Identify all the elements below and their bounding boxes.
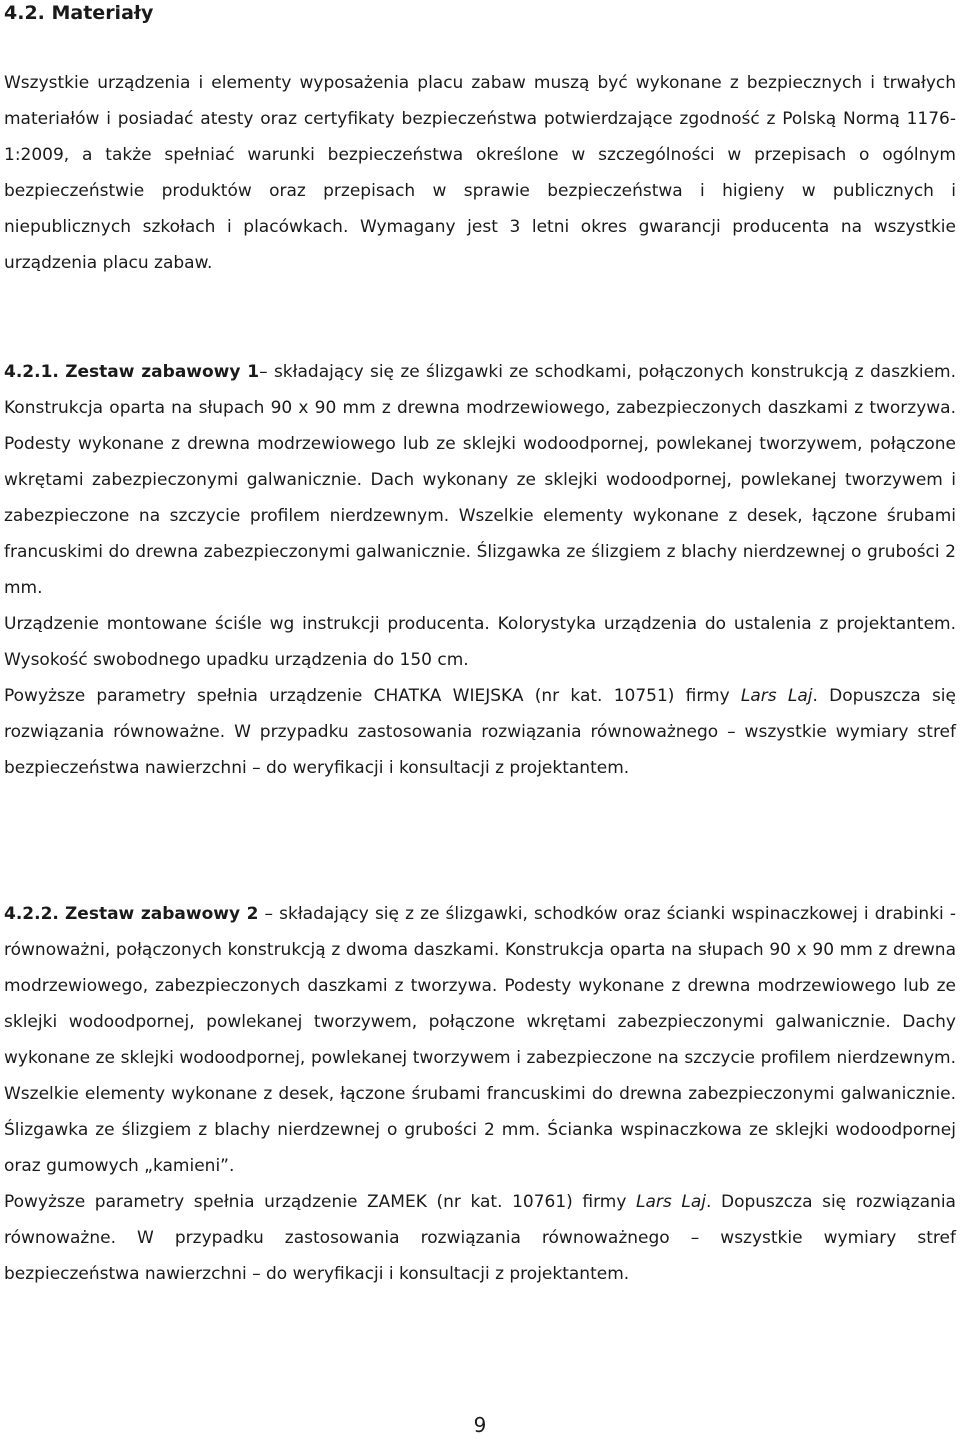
set-2-params-pre: Powyższe parametry spełnia urządzenie ZAMEK (nr kat. 10761) firmy: [4, 1192, 637, 1212]
intro-paragraph: Wszystkie urządzenia i elementy wyposażenia placu zabaw muszą być wykonane z bezpiecznych i trwałych materiałów i posiadać atesty oraz certyfikaty bezpieczeństwa potwierdzające zgodność z Polską Normą 1176-1:2009, a także spełniać warunki bezpieczeństwa określone w szczególności w przepisach o ogólnym bezpieczeństwie produktów oraz przepisach w sprawie bezpieczeństwa i higieny w publicznych i niepublicznych szkołach i placówkach. Wymagany jest 3 letni okres gwarancji producenta na wszystkie urządzenia placu zabaw.: [4, 73, 956, 273]
set-2-params-post: . Dopuszcza się rozwiązania równoważne. W przypadku zastosowania rozwiązania równoważnego – wszystkie wymiary stref bezpieczeństwa nawierzchni – do weryfikacji i konsultacji z projektantem.: [4, 1192, 956, 1284]
set-1-body-2: Urządzenie montowane ściśle wg instrukcji producenta. Kolorystyka urządzenia do ustalenia z projektantem. Wysokość swobodnego upadku urządzenia do 150 cm.: [4, 614, 956, 670]
set-1-params-pre: Powyższe parametry spełnia urządzenie CHATKA WIEJSKA (nr kat. 10751) firmy: [4, 686, 741, 706]
set-1-params-post: . Dopuszcza się rozwiązania równoważne. W przypadku zastosowania rozwiązania równoważnego – wszystkie wymiary stref bezpieczeństwa nawierzchni – do weryfikacji i konsultacji z projektantem.: [4, 686, 956, 778]
set-1-heading: [4, 362, 259, 382]
set-2-lead: – składający się z ze ślizgawki, schodków oraz ścianki wspinaczkowej i drabinki - równoważni, połączonych konstrukcją z dwoma daszkami. Konstrukcja oparta na słupach 90 x 90 mm z drewna modrzewiowego, zabezpieczonych daszkami z tworzywa. Podesty wykonane z drewna modrzewiowego lub ze sklejki wodoodpornej, powlekanej tworzywem, połączone wkrętami zabezpieczonymi galwanicznie. Dachy wykonane ze sklejki wodoodpornej, powlekanej tworzywem i zabezpieczone na szczycie profilem nierdzewnym. Wszelkie elementy wykonane z desek, łączone śrubami francuskimi do drewna zabezpieczonymi galwanicznie. Ślizgawka ze ślizgiem z blachy nierdzewnej o grubości 2 mm. Ścianka wspinaczkowa ze sklejki wodoodpornej oraz gumowych „kamieni”.: [4, 904, 956, 1176]
set-1-section: [4, 354, 956, 786]
set-2-params: [4, 1192, 956, 1284]
set-2-number: 4.2.2.: [4, 904, 59, 924]
set-2-brand: Lars Laj: [636, 1192, 706, 1212]
set-2-section: [4, 896, 956, 1292]
set-1-lead: – składający się ze ślizgawki ze schodkami, połączonych konstrukcją z daszkiem.: [259, 362, 957, 382]
set-1-brand: Lars Laj: [740, 686, 813, 706]
set-1-number: 4.2.1.: [4, 362, 59, 382]
page-number: 9: [473, 1413, 487, 1437]
section-heading: 4.2. Materiały: [4, 2, 154, 24]
set-1-params: [4, 686, 956, 778]
set-1-body-1: Konstrukcja oparta na słupach 90 x 90 mm z drewna modrzewiowego, zabezpieczonych daszkami z tworzywa. Podesty wykonane z drewna modrzewiowego lub ze sklejki wodoodpornej, powlekanej tworzywem, połączone wkrętami zabezpieczonymi galwanicznie. Dach wykonany ze sklejki wodoodpornej, powlekanej tworzywem i zabezpieczone na szczycie profilem nierdzewnym. Wszelkie elementy wykonane z desek, łączone śrubami francuskimi do drewna zabezpieczonymi galwanicznie. Ślizgawka ze ślizgiem z blachy nierdzewnej o grubości 2 mm.: [4, 398, 956, 598]
set-2-title: Zestaw zabawowy 2: [64, 904, 259, 924]
set-2-heading: [4, 904, 258, 924]
set-1-title: Zestaw zabawowy 1: [65, 362, 260, 382]
